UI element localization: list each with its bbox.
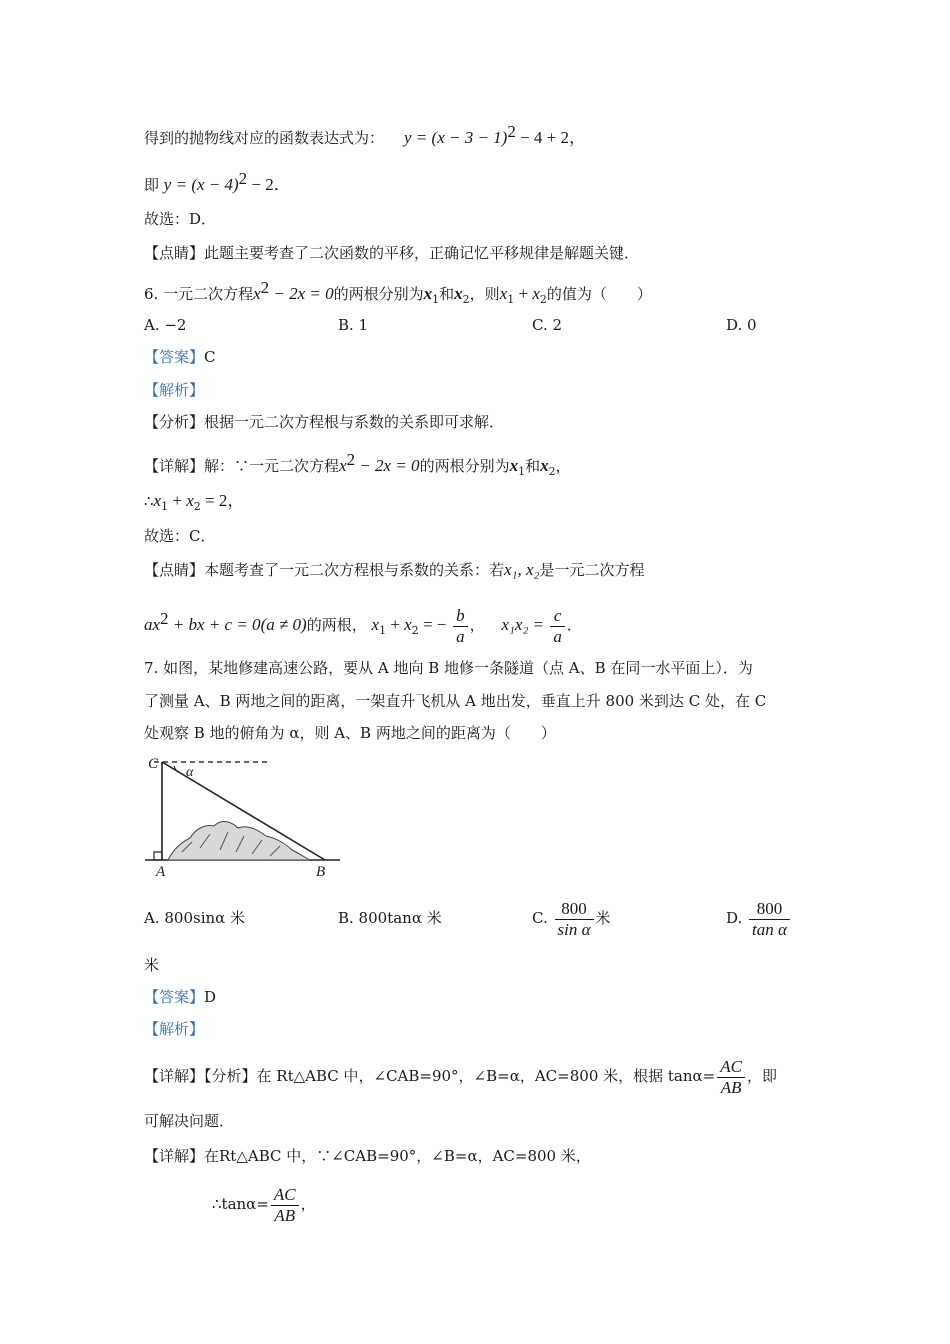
q6-xiangjie: 【详解】解：∵一元二次方程$x^2 - 2x = 0$的两根分别为$x_1$和$x_2$， <box>144 450 571 478</box>
line-simplified: 即 $y = (x - 4)^2 - 2$． <box>144 169 291 194</box>
q7-analysis-tag: 【解析】 <box>144 1020 205 1038</box>
q7-figure <box>140 752 350 882</box>
q6-choose: 故选：C． <box>144 527 216 545</box>
q7-option-c: C. $\frac{800}{\text{sin α}}$ 米 <box>532 898 611 939</box>
q7-stem-1: 7. 如图，某地修建高速公路，要从 A 地向 B 地修一条隧道（点 A、B 在同一水平面上）．为 <box>144 659 753 677</box>
q7-answer: 【答案】D <box>144 988 217 1006</box>
choose-d: 故选：D． <box>144 210 217 228</box>
q6-analysis-tag: 【解析】 <box>144 381 205 399</box>
q6-stem: 6. 一元二次方程$x^2 - 2x = 0$的两根分别为$x_1$和$x_2$，则$x_1 + x_2$的值为（ ） <box>144 278 652 306</box>
q6-option-c: C. 2 <box>532 316 563 334</box>
note-q5: 【点睛】此题主要考查了二次函数的平移，正确记忆平移规律是解题关键． <box>144 244 640 262</box>
q7-stem-3: 处观察 B 地的俯角为 α，则 A、B 两地之间的距离为（ ） <box>144 724 556 742</box>
q7-fenxi-cont: 可解决问题． <box>144 1112 235 1130</box>
fraction-800-over-sin: $\frac{800}{\text{sin α}}$ <box>555 899 594 940</box>
q7-xiangjie: 【详解】在Rt△ABC 中，∵∠CAB=90°，∠B=α，AC=800 米， <box>144 1147 591 1165</box>
q6-fenxi: 【分析】根据一元二次方程根与系数的关系即可求解． <box>144 413 505 431</box>
q6-answer: 【答案】C <box>144 348 216 366</box>
q7-fenxi: 【详解】【分析】在 Rt△ABC 中，∠CAB=90°，∠B=α，AC=800 米，根据 tanα= $\frac{AC}{AB}$ ，即 <box>144 1056 777 1097</box>
fraction-b-over-a: $\frac{b}{a}$ <box>453 606 468 647</box>
q6-sum-line: $\therefore x_1 + x_2 = 2$， <box>144 491 245 513</box>
right-angle-mark <box>154 852 162 860</box>
fraction-ac-over-ab-2: $\frac{AC}{AB}$ <box>271 1185 299 1226</box>
mountain-shape <box>168 822 310 860</box>
q6-option-b: B. 1 <box>338 316 369 334</box>
label-b: B <box>316 864 326 880</box>
q7-option-b: B. 800tanα 米 <box>338 909 442 927</box>
fraction-ac-over-ab: $\frac{AC}{AB}$ <box>717 1057 745 1098</box>
q6-dianjing: 【点睛】本题考查了一元二次方程根与系数的关系：若x₁, x₂是一元二次方程 <box>144 560 645 579</box>
q6-vieta: $ax^2$ + bx + c = 0(a ≠ 0)的两根， $x_1 + x_2$ = − $\frac{b}{a}$ ， x₁x₂ = $\frac{c}{a}$ ． <box>144 605 582 646</box>
q7-stem-2: 了测量 A、B 两地之间的距离，一架直升飞机从 A 地出发，垂直上升 800 米到达 C 处，在 C <box>144 692 767 710</box>
q6-option-a: A. −2 <box>144 316 187 334</box>
line-expression: 得到的抛物线对应的函数表达式为： $y = (x - 3 - 1)^2 - 4 + 2$， <box>144 122 587 147</box>
label-c: C <box>148 756 159 772</box>
q6-option-d: D. 0 <box>726 316 757 334</box>
q7-option-a: A. 800sinα 米 <box>144 909 246 927</box>
q7-option-d-unit: 米 <box>144 956 160 974</box>
label-alpha: α <box>186 765 194 780</box>
q7-option-d: D. $\frac{800}{\text{tan α}}$ <box>726 892 792 944</box>
fraction-800-over-tan: $\frac{800}{\text{tan α}}$ <box>749 899 790 940</box>
label-a: A <box>156 864 166 880</box>
fraction-c-over-a: $\frac{c}{a}$ <box>550 606 565 647</box>
q7-tan-line: ∴tanα= $\frac{AC}{AB}$ ， <box>212 1184 316 1225</box>
